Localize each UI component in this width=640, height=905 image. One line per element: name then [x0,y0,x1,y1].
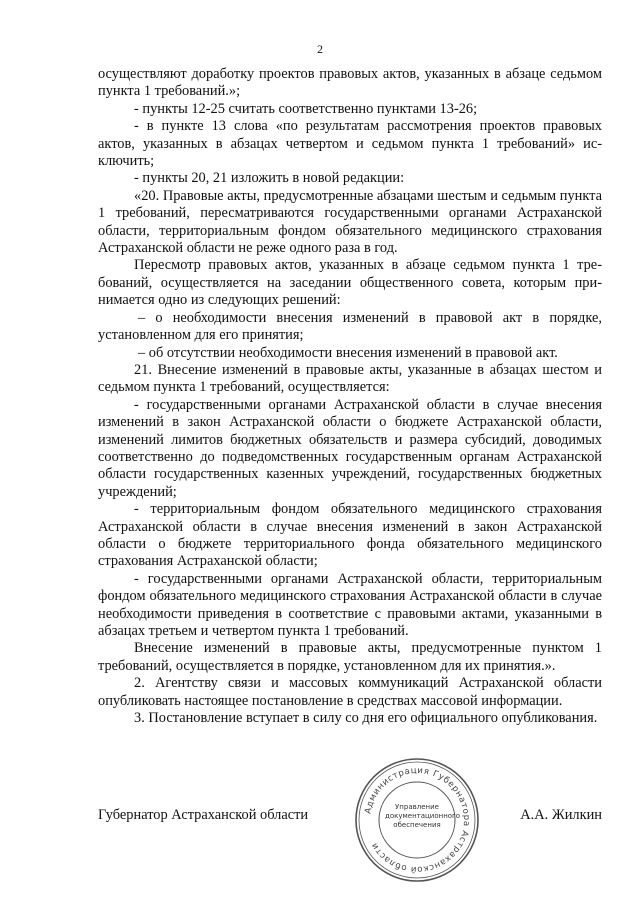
paragraph: «20. Правовые акты, предусмотренные абзацами шестым и седьмым пункта 1 требований, пересматриваются государственными органами Астраханской области, территориальным фондом обязательного медицинского страхования Астраханской области не реже одного раза в год. [98,187,602,257]
paragraph: Внесение изменений в правовые акты, предусмотренные пунктом 1 требований, осуществляется в порядке, установленном для их принятия.». [98,640,602,674]
seal-label [385,803,461,830]
signer-title: Губернатор Астраханской области [98,807,309,823]
seal-line: Управление [395,803,439,811]
paragraph: 2. Агентству связи и массовых коммуникаций Астраханской области опубликовать настоящее постановление в средствах массовой информации. [98,675,602,709]
signer-name: А.А. Жилкин [520,807,602,823]
paragraph: 3. Постановление вступает в силу со дня его официального опубликования. [134,710,598,727]
seal-line: обеспечения [393,821,441,829]
paragraph: - пункты 12-25 считать соответственно пунктами 13-26; [134,100,478,117]
paragraph: 21. Внесение изменений в правовые акты, указанные в абзацах шестом и седьмом пункта 1 требований, осуществляется: [98,361,602,396]
paragraph: осуществляют доработку проектов правовых актов, указанных в абзаце седьмом пункта 1 требований.»; [98,66,602,100]
document-body [98,66,602,727]
paragraph: – о необходимости внесения изменений в правовой акт в порядке, установленном для его принятия; [98,309,602,344]
paragraph: – об отсутствии необходимости внесения изменений в правовой акт. [138,344,558,361]
paragraph: - в пункте 13 слова «по результатам рассмотрения проектов правовых актов, указанных в абзацах четвертом и седьмом пункта 1 требований» исключить; [98,118,602,170]
paragraph: - государственными органами Астраханской области в случае внесения изменений в закон Астраханской области о бюджете Астраханской области, изменений лимитов бюджетных обязательств и размера субсидий, доводимых соответственно до подведомственных государственным органам Астраханской области государственных казенных учреждений, государственных бюджетных учреждений; [98,396,602,500]
paragraph: - территориальным фондом обязательного медицинского страхования Астраханской области в случае внесения изменений в закон Астраханской области о бюджете территориального фонда обязательного медицинского страхования Астраханской области; [98,501,602,570]
page-number: 2 [317,42,323,56]
paragraph: - пункты 20, 21 изложить в новой редакции: [134,170,405,187]
paragraph: - государственными органами Астраханской области, территориальным фондом обязательного медицинского страхования Астраханской области в случае необходимости приведения в соответствие с правовыми актами, указанными в абзацах третьем и четвертом пункта 1 требований. [98,570,602,639]
paragraph: Пересмотр правовых актов, указанных в абзаце седьмом пункта 1 требований, осуществляется на заседании общественного совета, которым принимается одно из следующих решений: [98,257,602,309]
seal-line: документационного [385,812,461,820]
official-seal [353,756,481,884]
seal-ring-text: Администрация Губернатора Астраханской области [363,765,472,875]
